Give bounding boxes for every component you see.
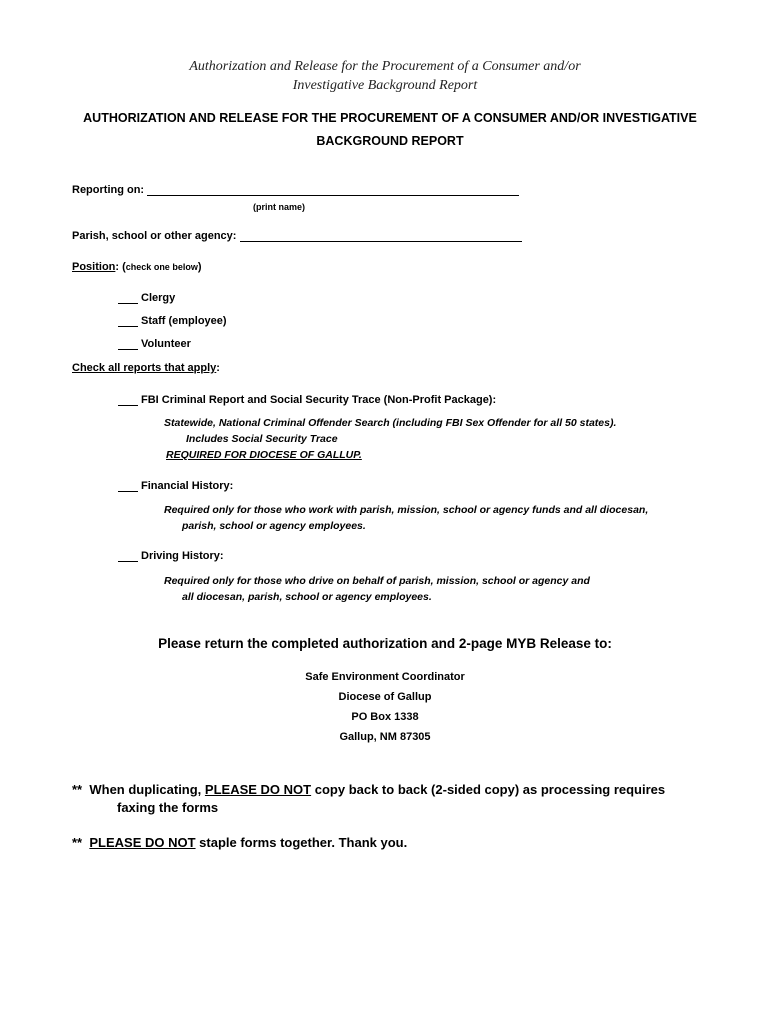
note-duplicating-line2: faxing the forms [117, 800, 219, 815]
address-line2: Diocese of Gallup [338, 691, 432, 703]
note1-emphasis: PLEASE DO NOT [204, 782, 312, 797]
reports-heading-text: Check all reports that apply [72, 362, 217, 374]
financial-desc-line2: parish, school or agency employees. [182, 520, 366, 532]
option-label: Staff (employee) [141, 315, 227, 327]
report-fbi [118, 394, 496, 406]
header-italic-line1: Authorization and Release for the Procurement of a Consumer and/or [189, 59, 581, 74]
report-fbi-label: FBI Criminal Report and Social Security Trace (Non-Profit Package): [141, 394, 497, 406]
financial-desc-line1: Required only for those who work with parish, mission, school or agency funds and all diocesan, [164, 504, 649, 516]
report-financial [118, 480, 233, 492]
document-title-line1: AUTHORIZATION AND RELEASE FOR THE PROCUREMENT OF A CONSUMER AND/OR INVESTIGATIVE [83, 111, 697, 125]
reports-heading [72, 362, 220, 374]
position-hint-close: ) [197, 261, 202, 273]
option-label: Volunteer [141, 338, 191, 350]
driving-desc-line1: Required only for those who drive on behalf of parish, mission, school or agency and [164, 575, 590, 587]
position-hint: check one below [125, 262, 198, 272]
fbi-desc-line1: Statewide, National Criminal Offender Search (including FBI Sex Offender for all 50 states). [164, 417, 617, 429]
reporting-on-row [72, 183, 519, 196]
driving-desc-line2: all diocesan, parish, school or agency employees. [182, 591, 432, 603]
agency-label: Parish, school or other agency: [72, 230, 237, 242]
note-duplicating [72, 782, 665, 797]
fbi-required-note: REQUIRED FOR DIOCESE OF GALLUP. [166, 449, 362, 461]
checkbox-blank[interactable] [118, 338, 138, 350]
report-driving-label: Driving History: [141, 550, 224, 562]
agency-row [72, 229, 522, 242]
position-option-clergy [118, 292, 175, 304]
position-option-volunteer [118, 338, 191, 350]
position-option-staff [118, 315, 227, 327]
report-financial-label: Financial History: [141, 480, 234, 492]
address-line1: Safe Environment Coordinator [305, 671, 465, 683]
reporting-on-label: Reporting on: [72, 184, 145, 196]
note1-stars: ** [72, 782, 83, 797]
document-title-line2: BACKGROUND REPORT [316, 134, 464, 148]
checkbox-blank[interactable] [118, 315, 138, 327]
return-heading: Please return the completed authorization and 2-page MYB Release to: [158, 636, 612, 651]
address-line4: Gallup, NM 87305 [339, 731, 431, 743]
header-italic-line2: Investigative Background Report [292, 78, 478, 93]
note2-stars: ** [72, 835, 83, 850]
note-staple [72, 835, 407, 850]
position-hint-open: ( [122, 261, 126, 273]
note1-post: copy back to back (2-sided copy) as processing requires [314, 782, 666, 797]
checkbox-blank[interactable] [118, 394, 138, 406]
option-label: Clergy [141, 292, 176, 304]
position-label: Position [72, 261, 116, 273]
reports-heading-colon: : [216, 362, 220, 374]
position-colon: : [115, 261, 120, 273]
note2-emphasis: PLEASE DO NOT [89, 835, 196, 850]
checkbox-blank[interactable] [118, 550, 138, 562]
report-driving [118, 550, 224, 562]
fbi-desc-line2: Includes Social Security Trace [186, 433, 338, 445]
print-name-hint: (print name) [253, 202, 306, 212]
checkbox-blank[interactable] [118, 292, 138, 304]
reporting-on-field[interactable] [147, 183, 519, 196]
note1-pre: When duplicating, [89, 782, 202, 797]
agency-field[interactable] [240, 229, 522, 242]
note2-post: staple forms together. Thank you. [199, 835, 408, 850]
checkbox-blank[interactable] [118, 480, 138, 492]
address-line3: PO Box 1338 [351, 711, 419, 723]
position-heading [72, 261, 202, 273]
